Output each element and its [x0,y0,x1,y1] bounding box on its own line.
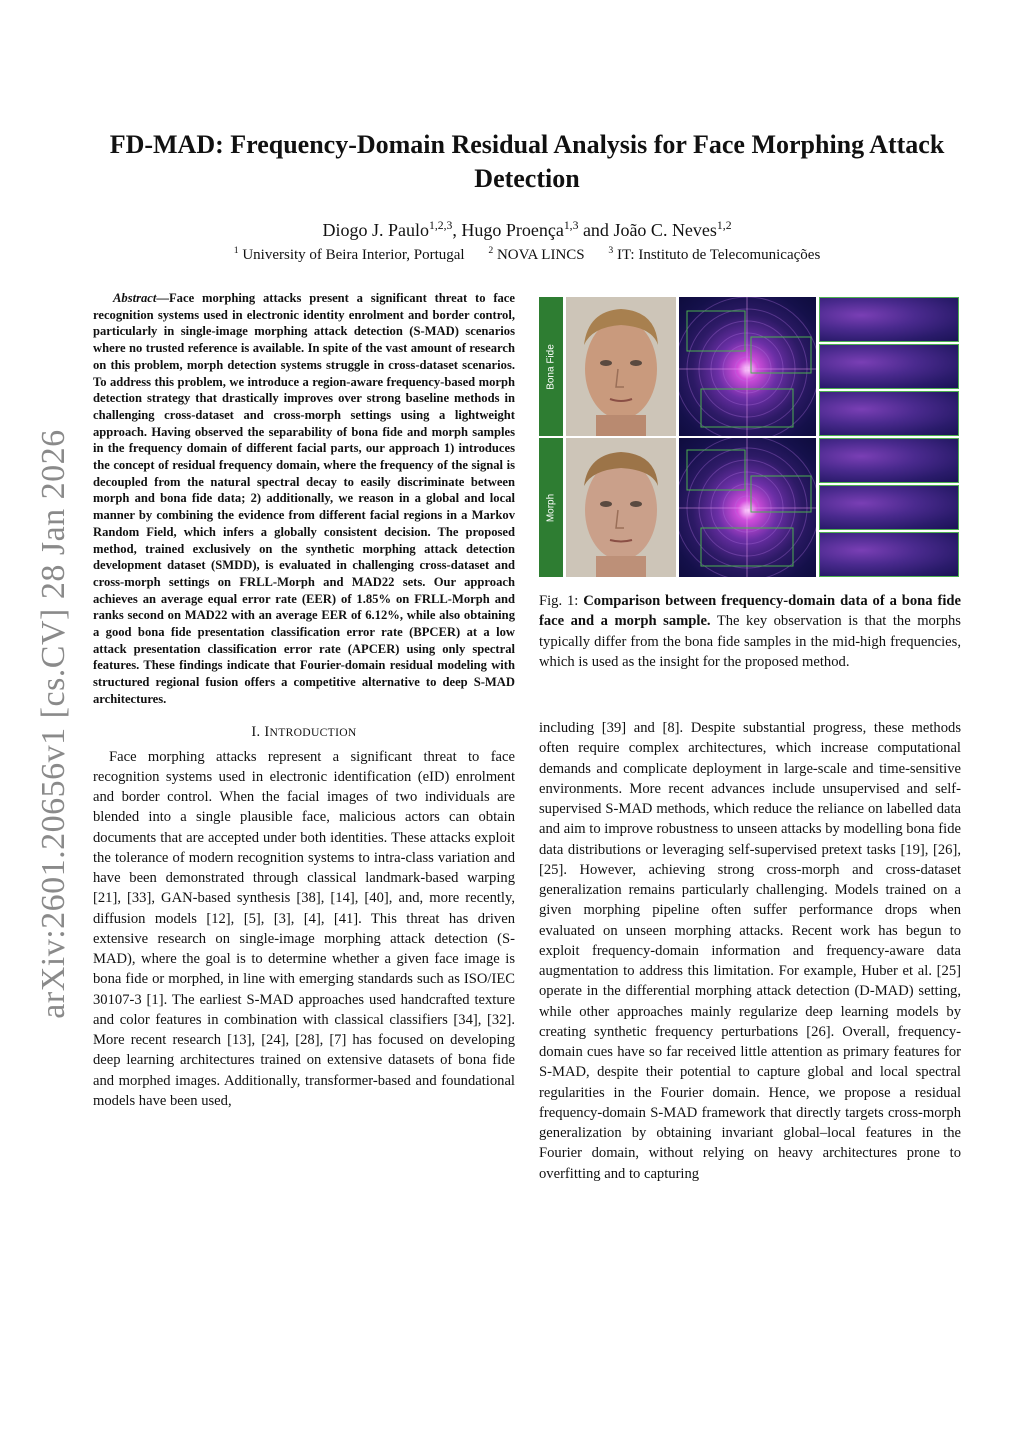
author-affil-marks: 1,2,3 [428,219,453,232]
arxiv-identifier: arXiv:2601.20656v1 [cs.CV] 28 Jan 2026 [35,429,72,1019]
author-affil-marks: 1,3 [563,219,579,232]
affiliation-text: NOVA LINCS [496,247,585,263]
introduction-paragraph-continued: including [39] and [8]. Despite substantial progress, these methods often require complex architectures, which increase computational demands and complicate deployment in large-scale and time-sensitive environments. More recent advances include unsupervised and self-supervised S-MAD methods, which reduce the reliance on labelled data and aim to improve robustness to unseen attacks by modelling bona fide data distributions or leveraging self-supervised pretext tasks [19], [26], [25]. However, achieving strong cross-morph and cross-dataset generalization remains particularly challenging. Models trained on a given morphing pipeline often suffer performance drops when evaluated on unseen morphing attacks. Recent work has begun to exploit frequency-domain information and frequency-aware data augmentation to address this limitation. For example, Huber et al. [25] operate in the differential morphing attack detection (D-MAD) setting, while other approaches mainly regularize deep learning models by creating synthetic frequency perturbations [26]. Overall, frequency-domain cues have so far received little attention as primary features for S-MAD, despite their potential to capture global and local spectral regularities in the Fourier domain. Hence, we propose a residual frequency-domain S-MAD framework that directly targets cross-morph generalization by obtaining invariant global–local features in the Fourier domain, without relying on heavy architectures prone to overfitting and to capturing [539,720,961,1182]
author-name: Diogo J. Paulo [322,220,429,240]
frequency-spectrum-bona-fide [679,297,816,436]
caption-bold: Comparison between frequency-domain data of a bona fide face and a morph sample. [539,593,961,630]
spectrum-rings [679,297,816,436]
affiliation-text: University of Beira Interior, Portugal [242,247,465,263]
abstract-text: Face morphing attacks present a significant threat to face recognition systems used in electronic identity enrolment and border control, particularly in single-image morphing attack detection (S-MAD) scenarios where no trusted reference is available. In spite of the vast amount of research on this problem, morph detection systems struggle in cross-dataset scenarios. To address this problem, we introduce a region-aware frequency-based morph detection strategy that drastically improves over strong baseline methods in challenging cross-dataset and cross-morph settings using a lightweight approach. Having observed the separability of bona fide and morph samples in the frequency domain of different facial parts, our approach 1) introduces the concept of residual frequency domain, where the frequency of the signal is decoupled from the natural spectral decay to easily discriminate between morph and bona fide data; 2) additionally, we reason in a global and local manner by combining the evidence from different facial regions in a Markov Random Field, which infers a globally consistent decision. The proposed method, trained exclusively on the synthetic morphing attack detection development dataset (SMDD), is evaluated in challenging cross-dataset and cross-morph settings on FRLL-Morph and MAD22 sets. Our approach achieves an average equal error rate (EER) of 1.85% on FRLL-Morph and ranks second on MAD22 with an average EER of 6.12%, while also obtaining a good bona fide presentation classification error rate (BPCER) at a low attack presentation classification error rate (APCER) using only spectral features. These findings indicate that Fourier-domain residual modeling with structured regional fusion offers a competitive alternative to deep S-MAD architectures. [93,291,515,706]
abstract-label: Abstract [113,291,157,305]
section-heading-introduction [93,724,515,741]
abstract [93,290,515,708]
caption-prefix: Fig. 1: [539,593,579,609]
figure-1 [539,297,959,577]
section-title-rest: NTRODUCTION [269,725,357,739]
author-affil-marks: 1,2 [716,219,732,232]
row-label-bona-fide [539,297,563,436]
face-image-morph [566,438,676,577]
row-label-text: Bona Fide [545,343,557,390]
row-label-text: Morph [545,493,557,522]
author-list: Diogo J. Paulo$^{1,2,3}$, Hugo Proença$^{1,3}$ and João C. Neves$^{1,2}$ [322,219,732,240]
affiliation-text: IT: Instituto de Telecomunicações [617,247,821,263]
right-column [539,297,961,1184]
spectrum-crop [819,438,959,483]
paper-title: FD-MAD: Frequency-Domain Residual Analysis for Face Morphing Attack Detection [109,130,945,193]
author-conjunction: and [582,220,609,240]
author-name: Hugo Proença [461,220,564,240]
spectrum-crop [819,297,959,342]
figure-caption [539,591,961,672]
section-title-initial: I [264,723,270,740]
spectrum-crop [819,344,959,389]
figure-row-bona-fide [539,297,959,436]
affiliation-list [100,245,954,265]
spectrum-crop [819,485,959,530]
author-name: João C. Neves [613,220,717,240]
caption-rest: The key observation is that the morphs typically differ from the bona fide samples in the mid-high frequencies, which is used as the insight for the proposed method. [539,613,961,670]
figure-row-morph [539,438,959,577]
left-column [93,290,515,1111]
face-illustration [566,438,676,577]
section-number: I. [251,723,261,740]
affiliation [608,247,820,263]
face-image-bona-fide [566,297,676,436]
spectrum-crops-morph [819,438,959,577]
row-label-morph [539,438,563,577]
abstract-dash: — [156,291,169,305]
spectrum-crop [819,391,959,436]
affiliation-number: 2 [488,245,494,256]
spectrum-crop [819,532,959,577]
spectrum-crops-bona-fide [819,297,959,436]
frequency-spectrum-morph [679,438,816,577]
affiliation-number: 1 [233,245,239,256]
face-illustration [566,297,676,436]
affiliation-number: 3 [608,245,614,256]
spectrum-rings [679,438,816,577]
affiliation [488,247,584,263]
affiliation [234,247,465,263]
introduction-paragraph: Face morphing attacks represent a significant threat to face recognition systems used in electronic identification (eID) enrolment and border control. When the facial images of two individuals are blended into a single plausible face, malicious actors can obtain documents that are accepted under both identities. These attacks exploit the tolerance of modern recognition systems to intra-class variation and have been demonstrated through classical landmark-based warping [21], [33], GAN-based synthesis [38], [14], [40], and, more recently, diffusion models [12], [5], [3], [4], [41]. This threat has driven extensive research on single-image morphing attack detection (S-MAD), where the goal is to determine whether a given face image is bona fide or morphed, in line with emerging standards such as ISO/IEC 30107-3 [1]. The earliest S-MAD approaches used handcrafted texture and color features in combination with classical classifiers [34], [32]. More recent research [13], [24], [28], [7] has focused on developing deep learning architectures trained on extensive datasets of bona fide and morphed images. Additionally, transformer-based and foundational models have been used, [93,748,515,1109]
